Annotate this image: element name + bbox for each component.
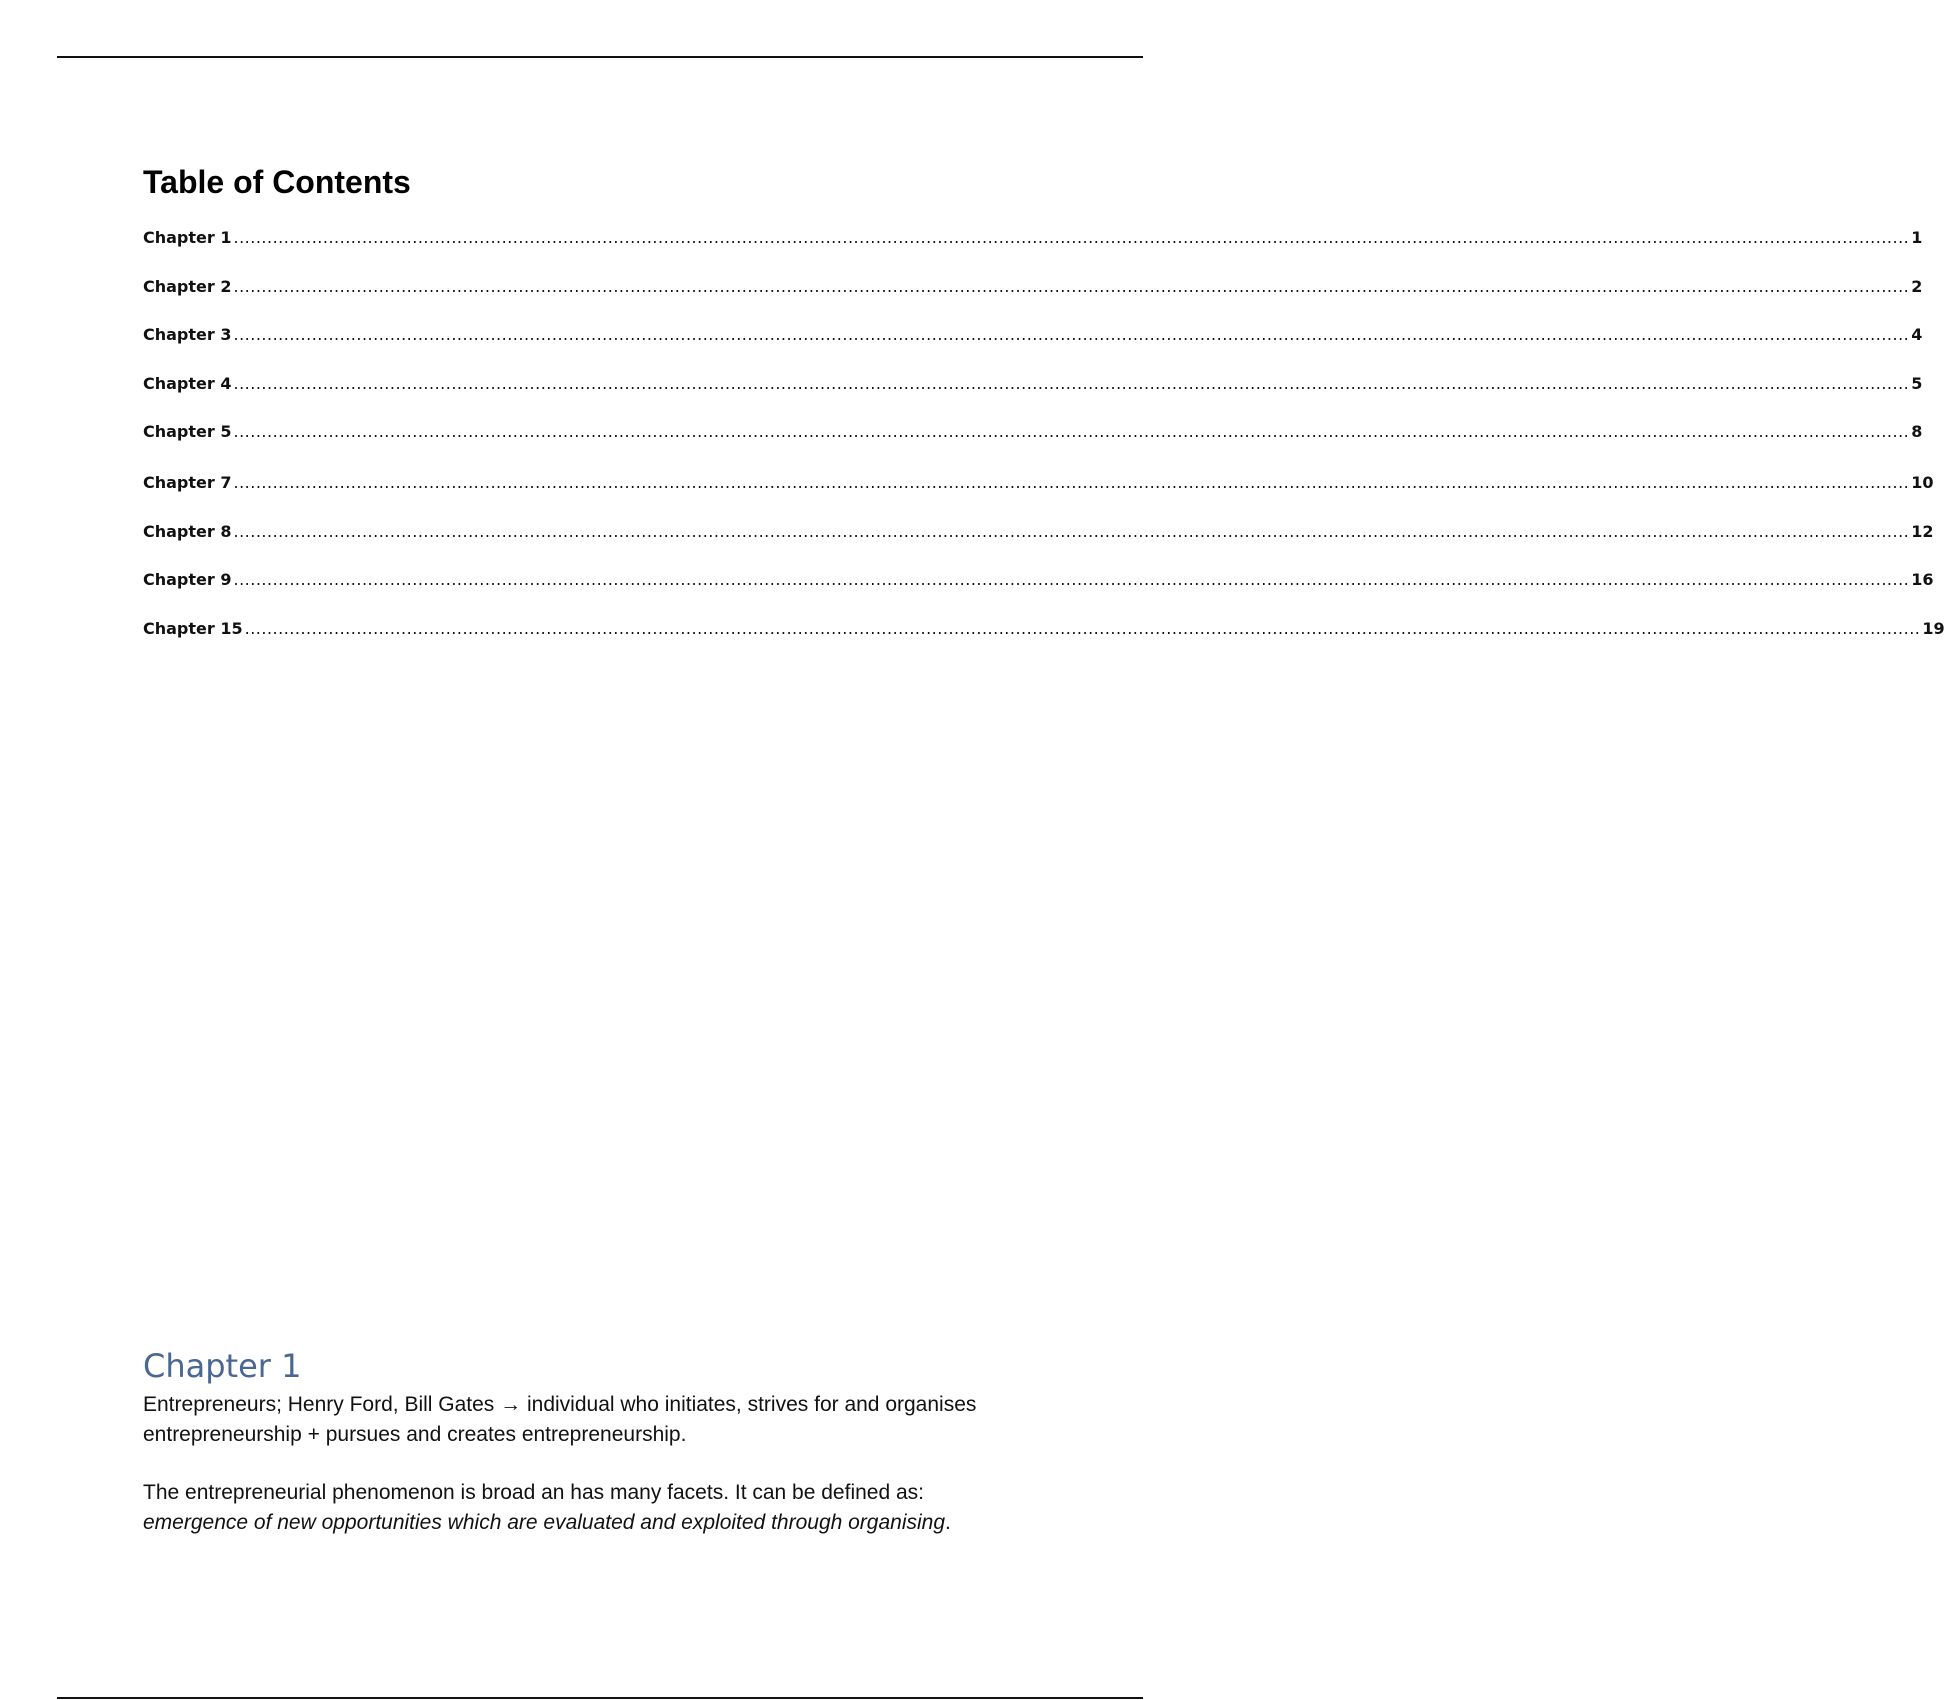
toc-entry-chapter-5[interactable]	[143, 422, 1923, 442]
toc-entry-page: 2	[1911, 277, 1923, 296]
chapter-1-heading: Chapter 1	[143, 1347, 302, 1385]
toc-entry-page: 5	[1911, 374, 1923, 393]
toc-entry-chapter-9[interactable]	[143, 570, 1934, 590]
paragraph-2-end-punctuation: .	[945, 1511, 951, 1534]
toc-entry-page: 19	[1922, 619, 1945, 638]
toc-entry-label: Chapter 8	[143, 522, 232, 541]
toc-leader-dots: ............................................................................................................................................................................................................................................................................................................	[233, 228, 1910, 247]
toc-entry-label: Chapter 9	[143, 570, 232, 589]
toc-entry-chapter-2[interactable]	[143, 277, 1923, 297]
toc-entry-label: Chapter 15	[143, 619, 243, 638]
toc-entry-chapter-1[interactable]	[143, 228, 1923, 248]
toc-entry-label: Chapter 5	[143, 422, 232, 441]
toc-entry-page: 16	[1911, 570, 1934, 589]
page-bottom-border	[57, 1697, 1143, 1699]
toc-leader-dots: ............................................................................................................................................................................................................................................................................................................	[233, 374, 1910, 393]
toc-entry-label: Chapter 3	[143, 325, 232, 344]
toc-entry-chapter-8[interactable]	[143, 522, 1934, 542]
toc-leader-dots: ............................................................................................................................................................................................................................................................................................................	[244, 619, 1921, 638]
chapter-1-paragraph-2	[143, 1478, 1073, 1538]
toc-leader-dots: ............................................................................................................................................................................................................................................................................................................	[233, 473, 1910, 492]
toc-entry-label: Chapter 2	[143, 277, 232, 296]
toc-entry-label: Chapter 4	[143, 374, 232, 393]
toc-entry-chapter-4[interactable]	[143, 374, 1923, 394]
toc-entry-page: 4	[1911, 325, 1923, 344]
toc-entry-chapter-3[interactable]	[143, 325, 1923, 345]
toc-leader-dots: ............................................................................................................................................................................................................................................................................................................	[233, 325, 1910, 344]
page-top-border	[57, 56, 1143, 58]
toc-entry-label: Chapter 1	[143, 228, 232, 247]
paragraph-2-lead-text: The entrepreneurial phenomenon is broad an has many facets. It can be defined as:	[143, 1481, 924, 1504]
toc-entry-chapter-15[interactable]	[143, 619, 1945, 639]
toc-leader-dots: ............................................................................................................................................................................................................................................................................................................	[233, 522, 1910, 541]
toc-leader-dots: ............................................................................................................................................................................................................................................................................................................	[233, 422, 1910, 441]
toc-leader-dots: ............................................................................................................................................................................................................................................................................................................	[233, 570, 1910, 589]
toc-leader-dots: ............................................................................................................................................................................................................................................................................................................	[233, 277, 1910, 296]
toc-title: Table of Contents	[143, 164, 411, 200]
toc-entry-page: 1	[1911, 228, 1923, 247]
chapter-1-paragraph-1: Entrepreneurs; Henry Ford, Bill Gates → individual who initiates, strives for and organises entrepreneurship + pursues and creates entrepreneurship.	[143, 1393, 977, 1446]
toc-entry-page: 12	[1911, 522, 1934, 541]
toc-entry-label: Chapter 7	[143, 473, 232, 492]
toc-entry-chapter-7[interactable]	[143, 473, 1934, 493]
definition-italic-text: emergence of new opportunities which are evaluated and exploited through organising	[143, 1511, 946, 1534]
toc-entry-page: 10	[1911, 473, 1934, 492]
toc-entry-page: 8	[1911, 422, 1923, 441]
